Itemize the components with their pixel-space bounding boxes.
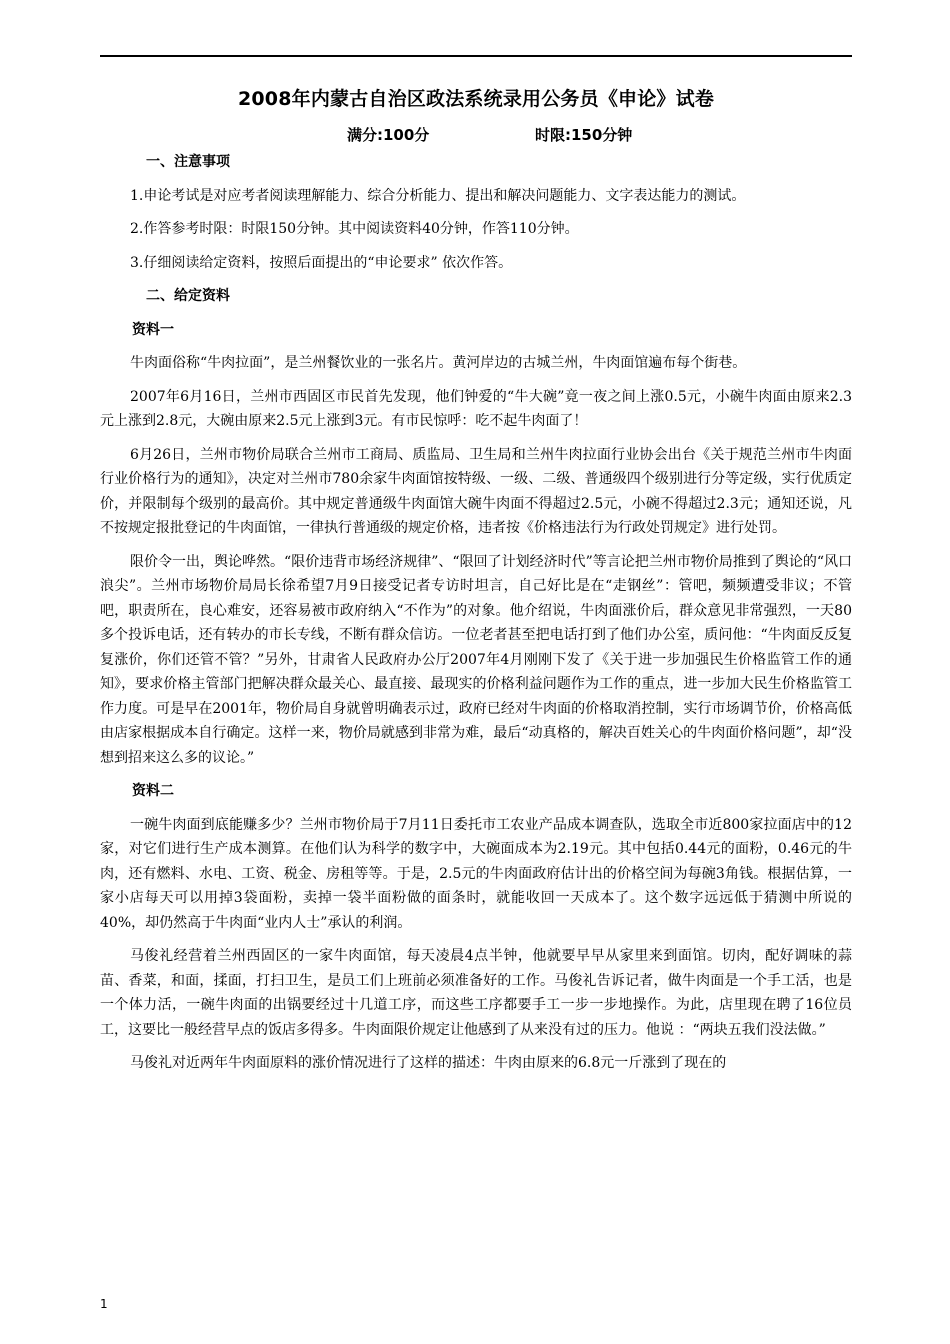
material-paragraph: 马俊礼对近两年牛肉面原料的涨价情况进行了这样的描述：牛肉由原来的6.8元一斤涨到了现在的: [130, 1055, 727, 1071]
full-score: 满分:100分: [347, 126, 430, 144]
material-heading-2: 资料二: [132, 783, 174, 799]
section-heading-notes: 一、注意事项: [146, 154, 230, 170]
material-paragraph: 限价令一出，舆论哗然。“限价违背市场经济规律”、“限回了计划经济时代”等言论把兰州市物价局推到了舆论的“风口浪尖”。兰州市场物价局局长徐希望7月9日接受记者专访时坦言，自己好比是在“走钢丝”：管吧，频频遭受非议；不管吧，职责所在，良心难安，还容易被市政府纳入“不作为”的对象。他介绍说，牛肉面涨价后，群众意见非常强烈，一天80多个投诉电话，还有转办的市长专线，不断有群众信访。一位老者甚至把电话打到了他们办公室，质问他：“牛肉面反反复复涨价，你们还管不管？”另外，甘肃省人民政府办公厅2007年4月刚刚下发了《关于进一步加强民生价格监管工作的通知》，要求价格主管部门把解决群众最关心、最直接、最现实的价格利益问题作为工作的重点，进一步加大民生价格监管工作力度。可是早在2001年，物价局自身就曾明确表示过，政府已经对牛肉面的价格取消控制，实行市场调节价，价格高低由店家根据成本自行确定。这样一来，物价局就感到非常为难，最后“动真格的，解决百姓关心的牛肉面价格问题”，却“没想到招来这么多的议论。”: [100, 553, 852, 766]
material-paragraph: 6月26日，兰州市物价局联合兰州市工商局、质监局、卫生局和兰州牛肉拉面行业协会出台《关于规范兰州市牛肉面行业价格行为的通知》，决定对兰州市780余家牛肉面馆按特级、一级、二级、普通级四个级别进行分等定级，实行优质定价，并限制每个级别的最高价。其中规定普通级牛肉面馆大碗牛肉面不得超过2.5元，小碗不得超过2.3元；通知还说，凡不按规定报批登记的牛肉面馆，一律执行普通级的规定价格，违者按《价格违法行为行政处罚规定》进行处罚。: [100, 446, 852, 536]
page-number: 1: [100, 1297, 108, 1311]
top-rule: [100, 55, 852, 57]
material-paragraph: 一碗牛肉面到底能赚多少？兰州市物价局于7月11日委托市工农业产品成本调查队，选取全市近800家拉面店中的12家，对它们进行生产成本测算。在他们认为科学的数字中，大碗面成本为2.19元。其中包括0.44元的面粉，0.46元的牛肉，还有燃料、水电、工资、税金、房租等等。于是，2.5元的牛肉面政府估计出的价格空间为每碗3角钱。根据估算，一家小店每天可以用掉3袋面粉，卖掉一袋半面粉做的面条时，就能收回一天成本了。这个数字远远低于猜测中所说的40%，却仍然高于牛肉面“业内人士”承认的利润。: [100, 816, 852, 931]
page-title: 2008年内蒙古自治区政法系统录用公务员《申论》试卷: [237, 88, 715, 110]
time-limit: 时限:150分钟: [535, 126, 633, 144]
material-paragraph: 牛肉面俗称“牛肉拉面”，是兰州餐饮业的一张名片。黄河岸边的古城兰州，牛肉面馆遍布每个街巷。: [130, 355, 747, 371]
section-heading-materials: 二、给定资料: [146, 288, 230, 304]
note-item: 3.仔细阅读给定资料，按照后面提出的“申论要求” 依次作答。: [130, 254, 513, 271]
material-heading-1: 资料一: [132, 321, 174, 338]
document-body: [100, 150, 852, 1085]
note-item: 1.申论考试是对应考者阅读理解能力、综合分析能力、提出和解决问题能力、文字表达能力的测试。: [130, 187, 746, 204]
note-item: 2.作答参考时限：时限150分钟。其中阅读资料40分钟，作答110分钟。: [130, 221, 579, 237]
material-paragraph: 2007年6月16日，兰州市西固区市民首先发现，他们钟爱的“牛大碗”竟一夜之间上涨0.5元，小碗牛肉面由原来2.3元上涨到2.8元，大碗由原来2.5元上涨到3元。有市民惊呼：吃不起牛肉面了！: [100, 388, 852, 429]
material-paragraph: 马俊礼经营着兰州西固区的一家牛肉面馆，每天凌晨4点半钟，他就要早早从家里来到面馆。切肉，配好调味的蒜苗、香菜，和面，揉面，打扫卫生，是员工们上班前必须准备好的工作。马俊礼告诉记者，做牛肉面是一个手工活，也是一个体力活，一碗牛肉面的出锅要经过十几道工序，而这些工序都要手工一步一步地操作。为此，店里现在聘了16位员工，这要比一般经营早点的饭店多得多。牛肉面限价规定让他感到了从来没有过的压力。他说 ：“两块五我们没法做。”: [100, 948, 852, 1038]
